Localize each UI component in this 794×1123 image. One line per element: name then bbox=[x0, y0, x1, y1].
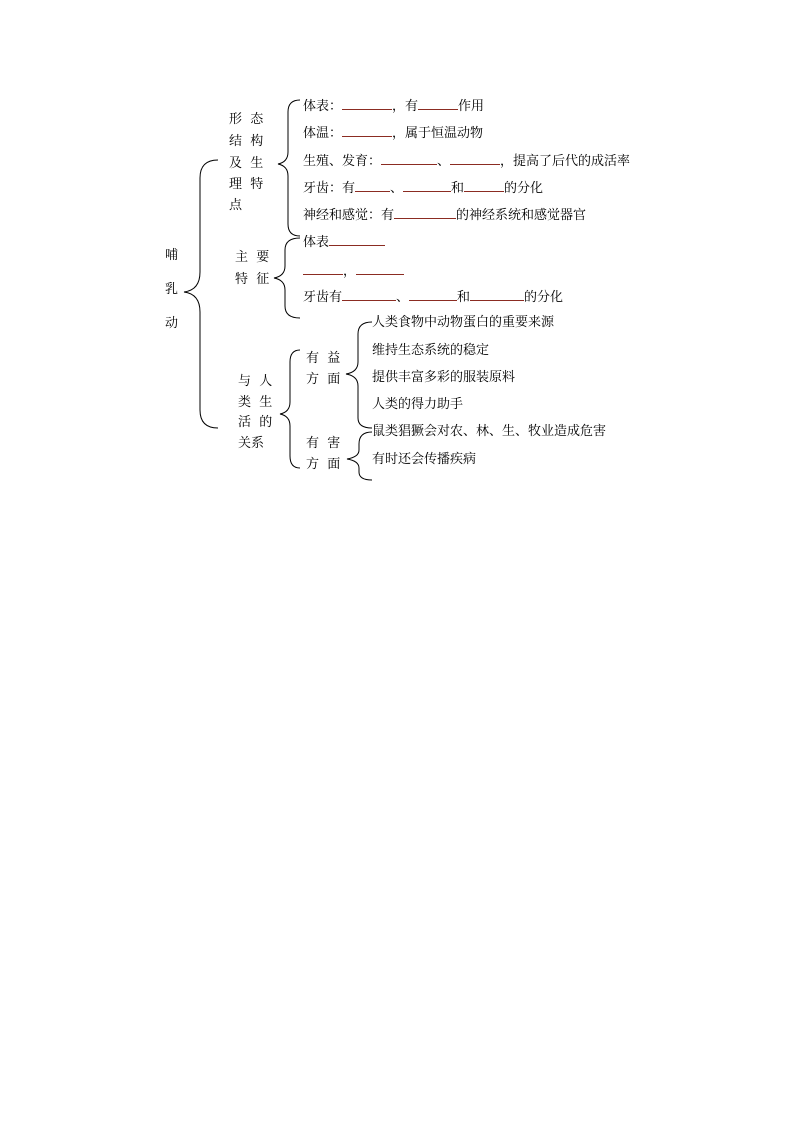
root-char-3: 动 bbox=[165, 316, 179, 331]
root-char-2: 乳 bbox=[165, 282, 179, 297]
main-item-teeth: 牙齿有 、 和 的分化 bbox=[303, 290, 564, 305]
root-char-1: 哺 bbox=[165, 248, 179, 263]
morph-item-reproduction: 生殖、发育： 、 ，提高了后代的成活率 bbox=[303, 154, 631, 169]
benefit-item-2: 维持生态系统的稳定 bbox=[372, 343, 490, 358]
benefit-item-3: 提供丰富多彩的服装原料 bbox=[372, 370, 516, 385]
blank[interactable] bbox=[342, 97, 392, 110]
morph-item-nerve: 神经和感觉：有 的神经系统和感觉器官 bbox=[303, 208, 587, 223]
harm-item-2: 有时还会传播疾病 bbox=[372, 452, 477, 467]
morph-item-body-surface: 体表： ，有 作用 bbox=[303, 99, 485, 114]
blank[interactable] bbox=[418, 97, 458, 110]
blank[interactable] bbox=[342, 124, 392, 137]
benefit-item-1: 人类食物中动物蛋白的重要来源 bbox=[372, 315, 555, 330]
blank[interactable] bbox=[450, 152, 500, 165]
blank[interactable] bbox=[409, 288, 457, 301]
blank[interactable] bbox=[356, 262, 404, 275]
morph-brace bbox=[278, 100, 300, 236]
root-brace bbox=[184, 160, 218, 428]
blank[interactable] bbox=[342, 288, 396, 301]
blank[interactable] bbox=[381, 152, 437, 165]
relation-brace bbox=[280, 350, 300, 468]
blank[interactable] bbox=[355, 179, 390, 192]
blank[interactable] bbox=[464, 179, 504, 192]
blank[interactable] bbox=[403, 179, 451, 192]
blank[interactable] bbox=[329, 233, 385, 246]
morph-item-teeth: 牙齿：有 、 和 的分化 bbox=[303, 181, 544, 196]
main-item-surface: 体表 bbox=[303, 233, 385, 251]
blank[interactable] bbox=[470, 288, 524, 301]
morph-item-body-temp: 体温： ，属于恒温动物 bbox=[303, 126, 484, 141]
blank[interactable] bbox=[394, 206, 456, 219]
benefit-item-4: 人类的得力助手 bbox=[372, 397, 464, 412]
main-brace bbox=[274, 238, 300, 318]
blank[interactable] bbox=[303, 262, 343, 275]
main-item-line2: ， bbox=[303, 262, 404, 280]
harm-brace bbox=[347, 432, 372, 480]
benefit-brace bbox=[346, 322, 372, 428]
harm-item-1: 鼠类猖獗会对农、林、生、牧业造成危害 bbox=[372, 424, 607, 439]
